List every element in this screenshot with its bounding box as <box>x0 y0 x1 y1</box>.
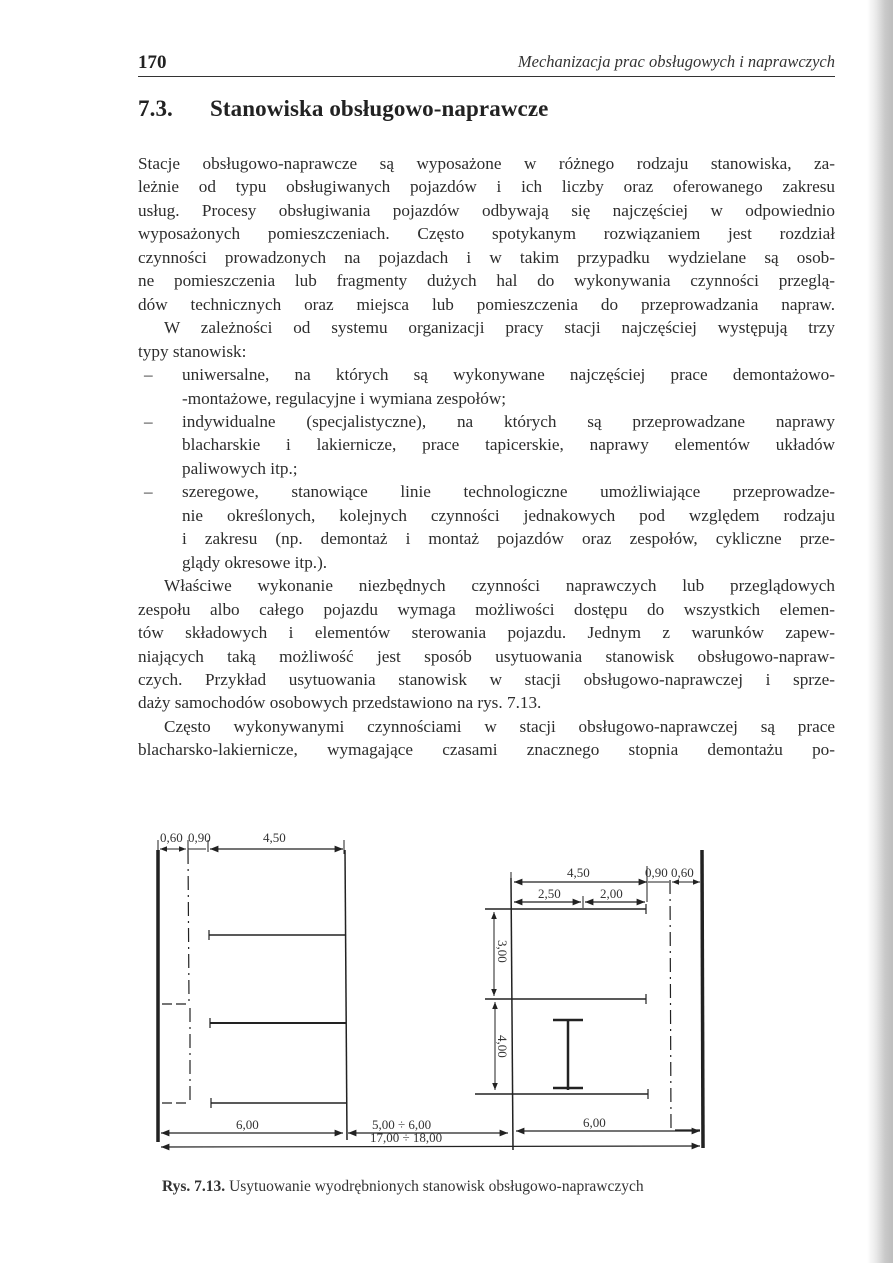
text-line: Stacje obsługowo-naprawcze są wyposażone w różnego rodzaju stanowiska, za- <box>138 154 835 173</box>
text-line: uniwersalne, na których są wykonywane najczęściej prace demontażowo- <box>182 365 835 385</box>
paragraph-4 <box>138 715 835 762</box>
text-line: paliwowych itp.; <box>182 458 298 478</box>
section-number: 7.3. <box>138 96 173 121</box>
dim-label: 4,50 <box>263 830 286 845</box>
dim-label: 0,60 <box>160 830 183 845</box>
dim-label: 17,00 ÷ 18,00 <box>370 1130 443 1145</box>
caption-text: Usytuowanie wyodrębnionych stanowisk obsługowo-naprawczych <box>229 1178 644 1195</box>
dim-label: 2,50 <box>538 886 561 901</box>
dim-label: 0,60 <box>671 865 694 880</box>
list-item <box>138 410 835 480</box>
text-line: zespołu albo całego pojazdu wymaga możliwości dostępu do wszystkich elemen- <box>138 599 835 619</box>
running-title: Mechanizacja prac obsługowych i naprawczych <box>517 52 835 71</box>
list-item <box>138 363 835 410</box>
text-line: usług. Procesy obsługiwania pojazdów odbywają się najczęściej w odpowiednio <box>138 200 835 220</box>
dim-label: 6,00 <box>236 1117 259 1132</box>
text-line: tów składowych i elementów sterowania pojazdu. Jednym z warunków zapew- <box>138 623 835 643</box>
layout-diagram <box>150 820 720 1165</box>
dim-label: 0,90 <box>645 865 668 880</box>
text-line: szeregowe, stanowiące linie technologiczne umożliwiające przeprowadze- <box>182 482 835 502</box>
text-line: i zakresu (np. demontaż i montaż pojazdów oraz zespołów, cykliczne prze- <box>182 529 835 549</box>
dim-label: 4,50 <box>567 865 590 880</box>
text-line: Często wykonywanymi czynnościami w stacji obsługowo-naprawczej są prace <box>164 716 835 736</box>
text-line: czynności prowadzonych na pojazdach i w takim przypadku wydzielane są osob- <box>138 247 835 267</box>
text-line: -montażowe, regulacyjne i wymiana zespołów; <box>182 388 507 408</box>
text-line: daży samochodów osobowych przedstawiono na rys. 7.13. <box>138 693 542 713</box>
section-heading <box>138 96 548 122</box>
list-item <box>138 480 835 574</box>
text-line: blacharsko-lakiernicze, wymagające czasami znacznego stopnia demontażu po- <box>138 740 835 760</box>
text-line: ne pomieszczenia lub fragmenty dużych hal do wykonywania czynności przeglą- <box>138 271 835 291</box>
text-line: glądy okresowe itp.). <box>182 552 328 572</box>
text-line: nie określonych, kolejnych czynności jednakowych pod względem rodzaju <box>182 505 835 525</box>
page-edge-shadow <box>867 0 893 1263</box>
text-line: indywidualne (specjalistyczne), na których są przeprowadzane naprawy <box>182 411 835 431</box>
dim-label: 5,00 ÷ 6,00 <box>372 1117 432 1132</box>
text-line: niających taką możliwość jest sposób usytuowania stanowisk obsługowo-napraw- <box>138 646 835 666</box>
text-line: wyposażonych pomieszczeniach. Często spotykanym rozwiązaniem jest rozdział <box>138 224 835 244</box>
figure-station-layout <box>150 820 720 1165</box>
figure-caption <box>162 1178 644 1196</box>
dim-label: 6,00 <box>583 1115 606 1130</box>
text-line: leżnie od typu obsługiwanych pojazdów i ich liczby oraz oferowanego zakresu <box>138 177 835 197</box>
dash-bullet: – <box>144 482 153 502</box>
dim-label: 4,00 <box>495 1035 510 1058</box>
section-title: Stanowiska obsługowo-naprawcze <box>210 96 549 121</box>
dim-label: 0,90 <box>188 830 211 845</box>
paragraph-2 <box>138 316 835 363</box>
dim-label: 3,00 <box>495 940 510 963</box>
text-line: czych. Przykład usytuowania stanowisk w stacji obsługowo-naprawczej i sprze- <box>138 669 835 689</box>
page-number: 170 <box>138 52 167 73</box>
right-wall <box>702 850 703 1148</box>
dash-bullet: – <box>144 411 153 431</box>
page-header <box>138 50 835 77</box>
text-line: W zależności od systemu organizacji pracy stacji najczęściej występują trzy <box>164 318 835 338</box>
dash-bullet: – <box>144 365 153 385</box>
text-line: blacharskie i lakiernicze, prace tapicerskie, naprawy elementów układów <box>182 435 835 455</box>
paragraph-1 <box>138 152 835 316</box>
caption-label: Rys. 7.13. <box>162 1178 226 1195</box>
text-line: dów technicznych oraz miejsca lub pomieszczenia do przeprowadzania napraw. <box>138 294 835 314</box>
paragraph-3 <box>138 574 835 715</box>
text-line: Właściwe wykonanie niezbędnych czynności naprawczych lub przeglądowych <box>164 576 835 596</box>
dim-label: 2,00 <box>600 886 623 901</box>
text-line: typy stanowisk: <box>138 341 247 361</box>
body-text <box>138 152 835 762</box>
